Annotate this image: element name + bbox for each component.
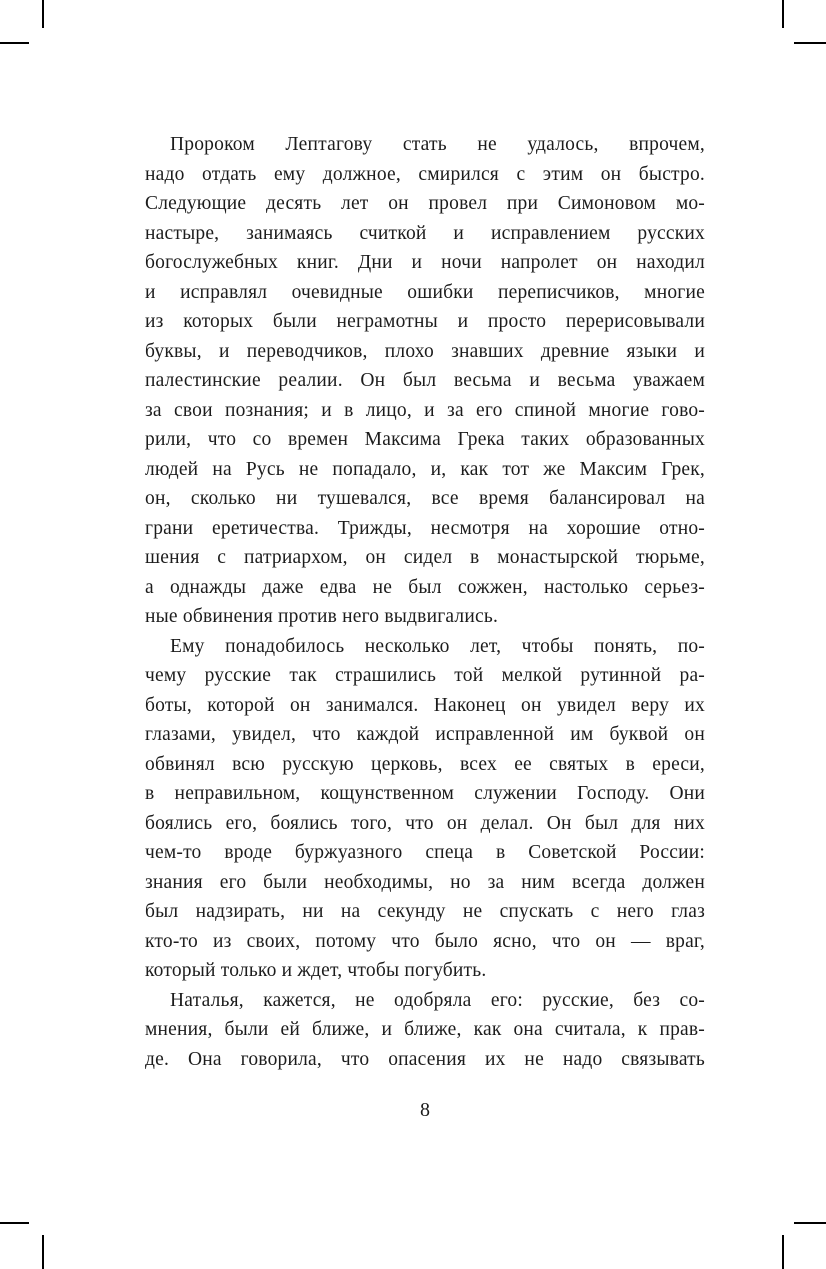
- crop-mark-bottom-left-horizontal: [0, 1222, 29, 1224]
- text-line: за свои познания; и в лицо, и за его спиной многие гово-: [145, 399, 705, 421]
- crop-mark-top-right-vertical: [782, 0, 784, 28]
- paragraph: [145, 632, 705, 986]
- text-line: кто-то из своих, потому что было ясно, что он — враг,: [145, 930, 705, 952]
- text-line: Пророком Лептагову стать не удалось, впрочем,: [170, 134, 705, 155]
- text-line: грани еретичества. Трижды, несмотря на хорошие отно-: [145, 517, 705, 539]
- crop-mark-bottom-left-vertical: [42, 1235, 44, 1269]
- text-line: боты, которой он занимался. Наконец он увидел веру их: [145, 694, 705, 716]
- text-line: а однажды даже едва не был сожжен, настолько серьез-: [145, 576, 705, 598]
- paragraph: [145, 986, 705, 1075]
- text-line: де. Она говорила, что опасения их не надо связывать: [145, 1048, 705, 1070]
- text-line: палестинские реалии. Он был весьма и весьма уважаем: [145, 370, 705, 391]
- text-line: боялись его, боялись того, что он делал. Он был для них: [145, 812, 705, 834]
- text-line: людей на Русь не попадало, и, как тот же Максим Грек,: [145, 458, 705, 480]
- crop-mark-bottom-right-horizontal: [794, 1222, 826, 1224]
- text-line: ные обвинения против него выдвигались.: [145, 606, 499, 627]
- text-line: он, сколько ни тушевался, все время балансировал на: [145, 488, 705, 509]
- text-block: [145, 130, 705, 1074]
- text-line: и исправлял очевидные ошибки переписчиков, многие: [145, 281, 705, 303]
- text-line: Наталья, кажется, не одобряла его: русские, без со-: [170, 989, 705, 1011]
- text-line: который только и ждет, чтобы погубить.: [145, 960, 487, 981]
- text-line: шения с патриархом, он сидел в монастырской тюрьме,: [145, 547, 705, 568]
- text-line: в неправильном, кощунственном служении Господу. Они: [145, 783, 705, 804]
- crop-mark-top-left-horizontal: [0, 42, 29, 44]
- text-line: знания его были необходимы, но за ним всегда должен: [145, 871, 705, 893]
- text-line: рили, что со времен Максима Грека таких образованных: [145, 429, 705, 450]
- crop-mark-bottom-right-vertical: [782, 1235, 784, 1269]
- text-line: был надзирать, ни на секунду не спускать с него глаз: [145, 901, 705, 922]
- text-line: богослужебных книг. Дни и ночи напролет он находил: [145, 252, 705, 273]
- text-line: Следующие десять лет он провел при Симоновом мо-: [145, 193, 705, 214]
- text-line: обвинял всю русскую церковь, всех ее святых в ереси,: [145, 753, 705, 775]
- text-line: буквы, и переводчиков, плохо знавших древние языки и: [145, 340, 705, 362]
- text-line: из которых были неграмотны и просто перерисовывали: [145, 311, 705, 332]
- text-line: чему русские так страшились той мелкой рутинной ра-: [145, 665, 705, 686]
- crop-mark-top-right-horizontal: [794, 42, 826, 44]
- text-line: мнения, были ей ближе, и ближе, как она считала, к прав-: [145, 1019, 705, 1040]
- text-line: чем-то вроде буржуазного спеца в Советской России:: [145, 842, 705, 863]
- text-line: Ему понадобилось несколько лет, чтобы понять, по-: [170, 635, 705, 657]
- text-line: надо отдать ему должное, смирился с этим он быстро.: [145, 163, 705, 185]
- page-number: 8: [420, 1099, 430, 1121]
- text-line: настыре, занимаясь считкой и исправлением русских: [145, 222, 705, 244]
- text-line: глазами, увидел, что каждой исправленной им буквой он: [145, 724, 705, 745]
- paragraph: [145, 130, 705, 632]
- crop-mark-top-left-vertical: [42, 0, 44, 28]
